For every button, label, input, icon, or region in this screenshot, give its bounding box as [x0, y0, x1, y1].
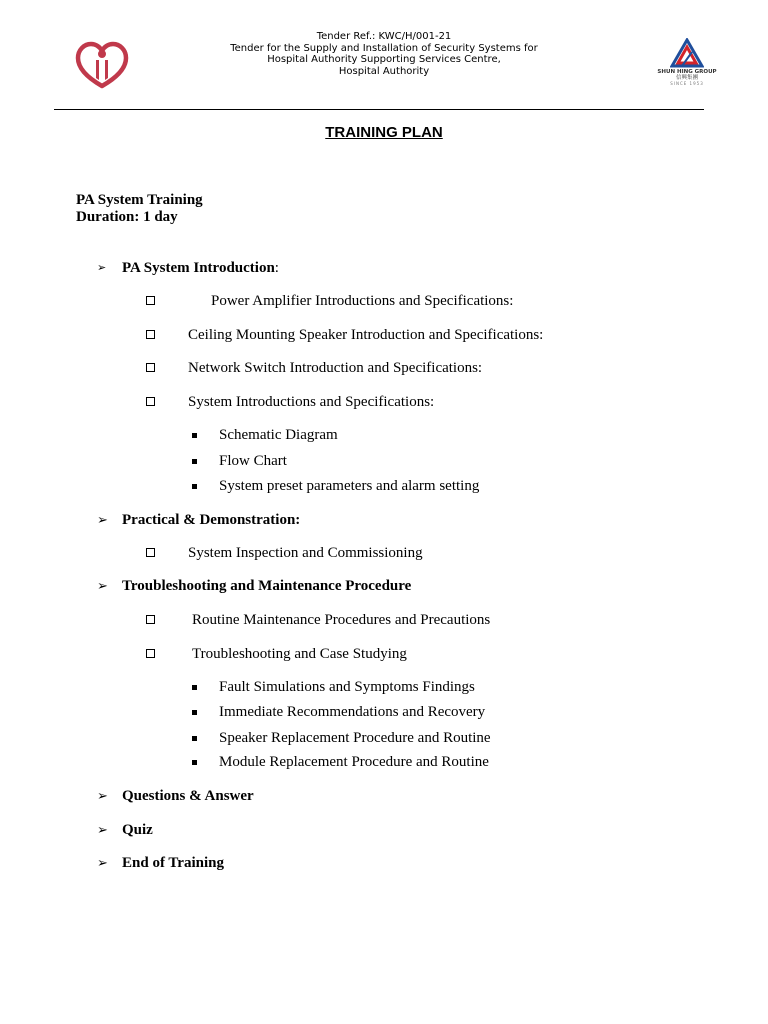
shun-hing-group-logo [652, 38, 722, 92]
arrowhead-icon: ➢ [97, 855, 108, 870]
subitem-text: Fault Simulations and Symptoms Findings [219, 679, 475, 695]
subitem-text: Immediate Recommendations and Recovery [219, 704, 486, 720]
arrowhead-icon: ➢ [97, 512, 108, 527]
section-label: Quiz [122, 822, 153, 838]
item-text: System Introductions and Specifications: [188, 394, 435, 410]
tender-ref: Tender Ref.: KWC/H/001-21 [316, 31, 452, 42]
section-label: Practical & Demonstration: [122, 512, 301, 528]
checkbox-icon [146, 615, 155, 624]
arrowhead-icon: ➢ [97, 788, 108, 803]
section-label: Troubleshooting and Maintenance Procedure [122, 578, 412, 594]
section-label: End of Training [122, 855, 224, 871]
checkbox-icon [146, 296, 155, 305]
item-text: Troubleshooting and Case Studying [192, 646, 407, 662]
square-bullet-icon [192, 484, 197, 489]
tender-title-line-2: Hospital Authority Supporting Services Centre, [267, 54, 501, 65]
shun-hing-since: SINCE 1953 [670, 81, 704, 86]
checkbox-icon [146, 363, 155, 372]
subitem-text: Module Replacement Procedure and Routine [219, 754, 489, 770]
item-text: System Inspection and Commissioning [188, 545, 423, 561]
item-text: Ceiling Mounting Speaker Introduction and Specifications: [188, 327, 544, 343]
shun-hing-name: SHUN HING GROUP [657, 69, 717, 75]
page-title: TRAINING PLAN [325, 124, 443, 141]
item-text: Routine Maintenance Procedures and Precautions [192, 612, 491, 628]
checkbox-icon [146, 548, 155, 557]
document-header [200, 31, 568, 77]
subitem-text: Schematic Diagram [219, 427, 338, 443]
item-text: Power Amplifier Introductions and Specifications: [211, 293, 514, 309]
arrowhead-icon: ➢ [97, 262, 107, 274]
subitem-text: System preset parameters and alarm setting [219, 478, 480, 494]
subitem-text: Flow Chart [219, 453, 287, 469]
tender-title-line-1: Tender for the Supply and Installation of Security Systems for [230, 42, 538, 54]
square-bullet-icon [192, 459, 197, 464]
section-label: Questions & Answer [122, 788, 254, 804]
header-divider [54, 109, 704, 110]
section-label: PA System Introduction: [122, 260, 279, 276]
arrowhead-icon: ➢ [97, 822, 108, 837]
square-bullet-icon [192, 760, 197, 765]
subitem-text: Speaker Replacement Procedure and Routine [219, 730, 491, 746]
tender-title-line-3: Hospital Authority [338, 65, 430, 77]
hospital-authority-logo [72, 40, 132, 90]
shun-hing-chinese-name: 信興集團 [675, 75, 698, 81]
item-text: Network Switch Introduction and Specifications: [188, 360, 483, 376]
square-bullet-icon [192, 433, 197, 438]
arrowhead-icon: ➢ [97, 578, 108, 593]
checkbox-icon [146, 330, 155, 339]
checkbox-icon [146, 649, 155, 658]
training-subtitle: PA System Training [76, 192, 203, 208]
training-duration: Duration: 1 day [76, 209, 178, 225]
square-bullet-icon [192, 685, 197, 690]
square-bullet-icon [192, 736, 197, 741]
checkbox-icon [146, 397, 155, 406]
square-bullet-icon [192, 710, 197, 715]
